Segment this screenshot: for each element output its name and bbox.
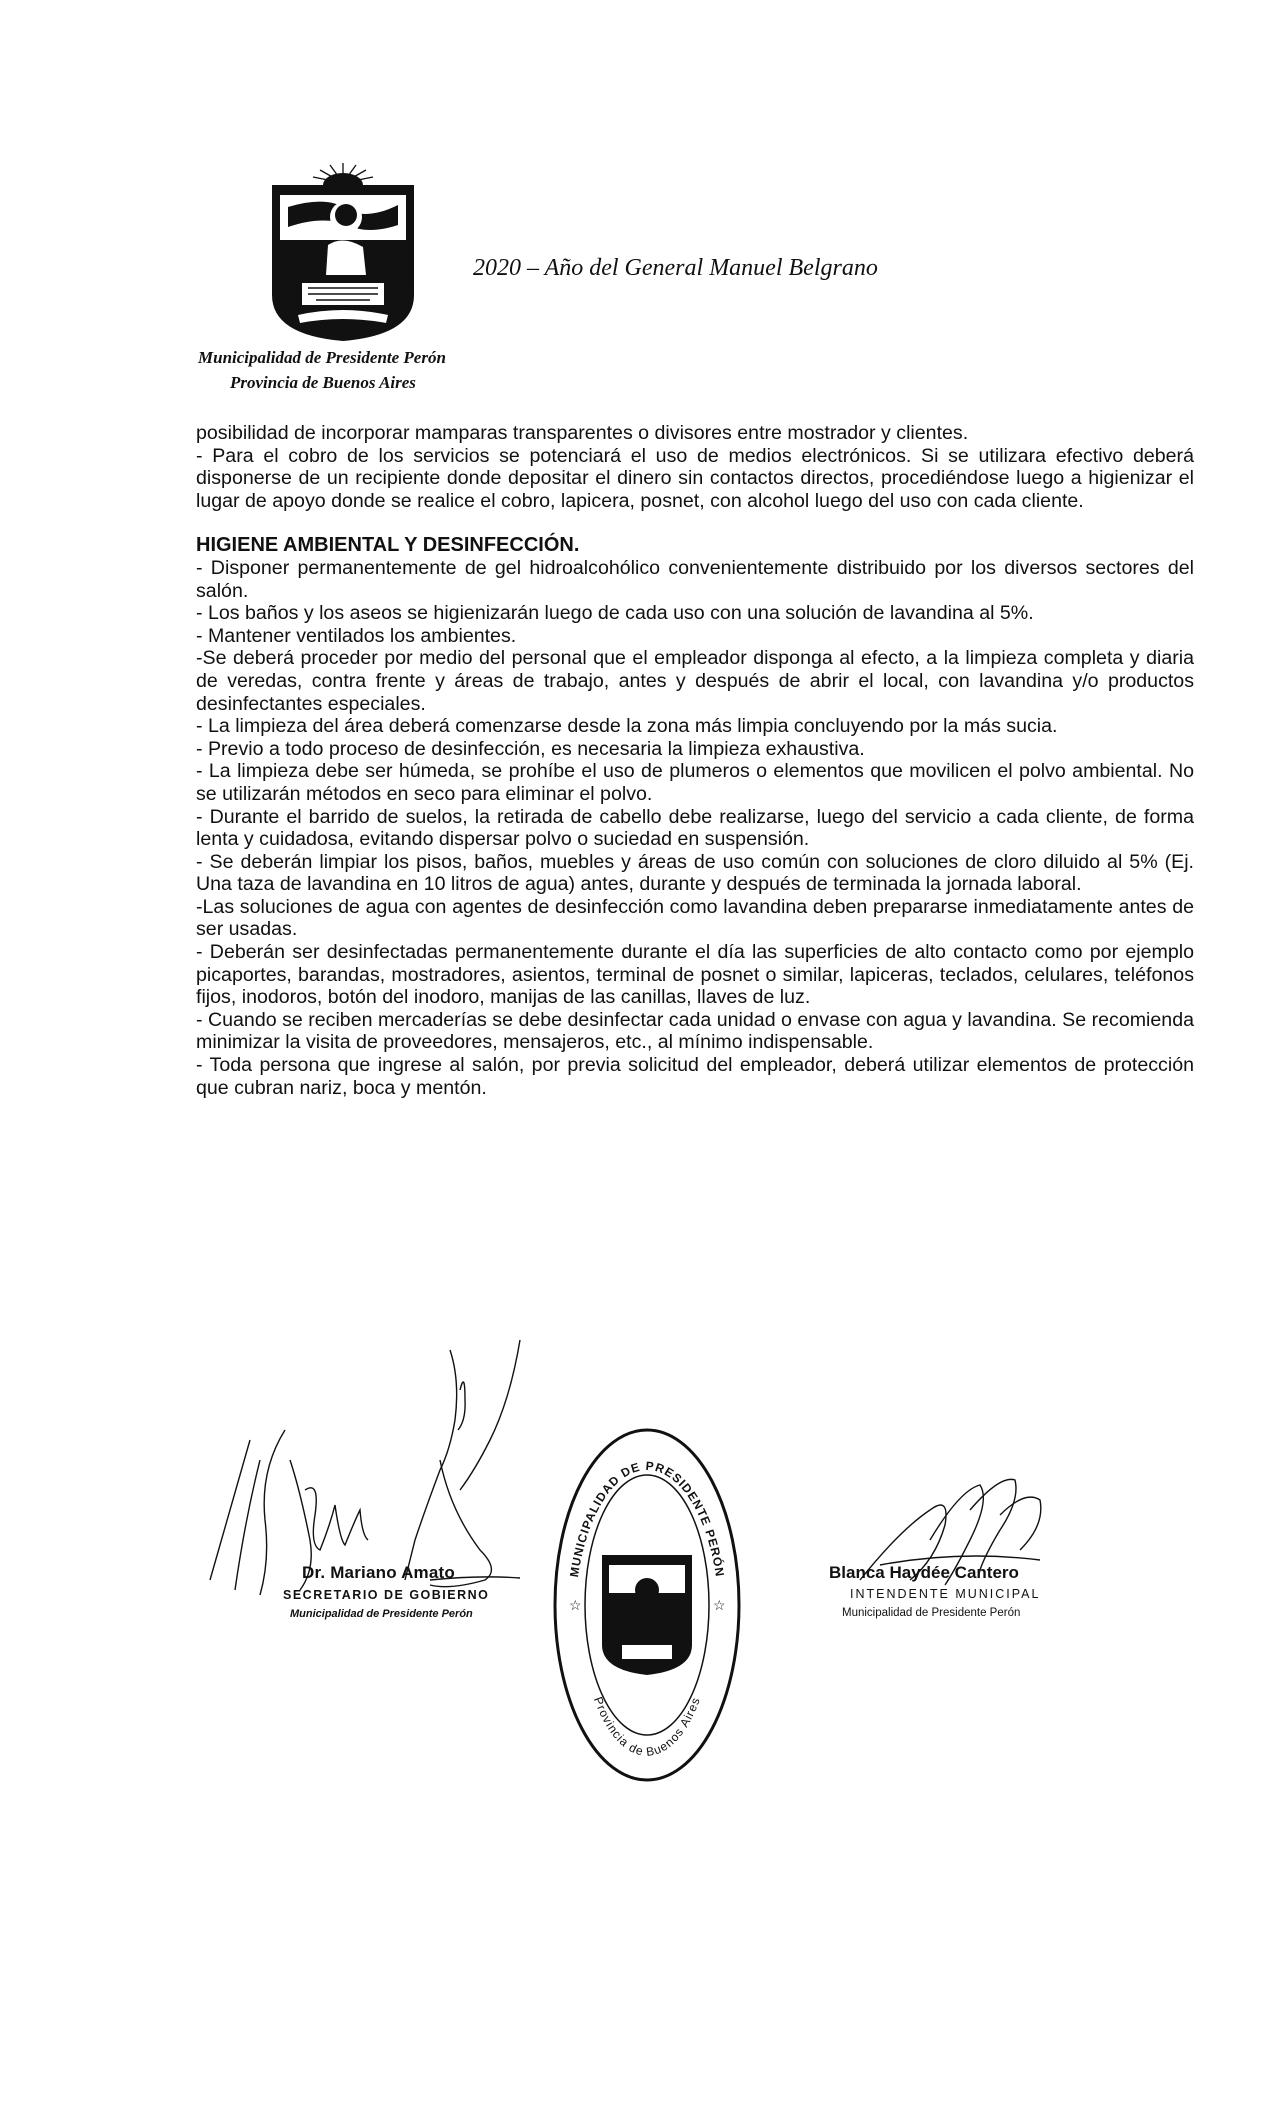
paragraph: - Para el cobro de los servicios se potenciará el uso de medios electrónicos. Si se utilizara efectivo deberá disponerse de un recipiente donde depositar el dinero sin contactos directos, procediéndose luego a higienizar el lugar de apoyo donde se realice el cobro, lapicera, posnet, con alcohol luego del uso con cada cliente.	[196, 444, 1194, 512]
document-body	[196, 422, 1194, 1099]
seal-ring-text-bottom: Provincia de Buenos Aires	[590, 1694, 703, 1760]
paragraph: - Toda persona que ingrese al salón, por previa solicitud del empleador, deberá utilizar elementos de protección que cubran nariz, boca y mentón.	[196, 1054, 1194, 1099]
paragraph: - Durante el barrido de suelos, la retirada de cabello debe realizarse, luego del servicio a cada cliente, de forma lenta y cuidadosa, evitando dispersar polvo o suciedad en suspensión.	[196, 805, 1194, 851]
signatory-left-organization: Municipalidad de Presidente Perón	[290, 1608, 473, 1620]
signatory-left-title: SECRETARIO DE GOBIERNO	[283, 1588, 490, 1602]
organization-province: Provincia de Buenos Aires	[230, 373, 416, 392]
paragraph: posibilidad de incorporar mamparas transparentes o divisores entre mostrador y clientes.	[196, 422, 969, 444]
paragraph: - Disponer permanentemente de gel hidroalcohólico convenientemente distribuido por los diversos sectores del salón.	[196, 556, 1194, 602]
signatory-right-title: INTENDENTE MUNICIPAL	[850, 1587, 1041, 1601]
year-motto: 2020 – Año del General Manuel Belgrano	[473, 255, 878, 281]
official-seal-stamp	[547, 1420, 747, 1790]
signatory-right-organization: Municipalidad de Presidente Perón	[842, 1607, 1021, 1619]
municipal-coat-of-arms-logo	[268, 155, 418, 345]
signatory-right-name: Blanca Haydée Cantero	[829, 1563, 1019, 1582]
paragraph: - Se deberán limpiar los pisos, baños, muebles y áreas de uso común con soluciones de cloro diluido al 5% (Ej. Una taza de lavandina en 10 litros de agua) antes, durante y después de terminada la jornada laboral.	[196, 850, 1194, 896]
paragraph: - Los baños y los aseos se higienizarán luego de cada uso con una solución de lavandina al 5%.	[196, 602, 1034, 625]
paragraph: -Se deberá proceder por medio del personal que el empleador disponga al efecto, a la limpieza completa y diaria de veredas, contra frente y áreas de trabajo, antes y después de abrir el local, con lavandina y/o productos desinfectantes especiales.	[196, 647, 1194, 715]
svg-text:☆: ☆	[569, 1597, 582, 1613]
paragraph: - Previo a todo proceso de desinfección, es necesaria la limpieza exhaustiva.	[196, 737, 865, 760]
organization-header	[198, 345, 446, 395]
organization-name: Municipalidad de Presidente Perón	[198, 348, 446, 367]
seal-ring-text-top: MUNICIPALIDAD DE PRESIDENTE PERÓN	[567, 1458, 727, 1579]
paragraph: - Mantener ventilados los ambientes.	[196, 624, 517, 647]
paragraph: - Deberán ser desinfectadas permanentemente durante el día las superficies de alto contacto como por ejemplo picaportes, barandas, mostradores, asientos, terminal de posnet o similar, lapiceras, teclados, celulares, teléfonos fijos, inodoros, botón del inodoro, manijas de las canillas, llaves de luz.	[196, 941, 1194, 1009]
svg-text:Provincia de Buenos Aires	[591, 1695, 703, 1759]
section-heading: HIGIENE AMBIENTAL Y DESINFECCIÓN.	[196, 534, 580, 557]
paragraph: - La limpieza debe ser húmeda, se prohíbe el uso de plumeros o elementos que movilicen el polvo ambiental. No se utilizarán métodos en seco para eliminar el polvo.	[196, 760, 1194, 805]
paragraph: -Las soluciones de agua con agentes de desinfección como lavandina deben prepararse inmediatamente antes de ser usadas.	[196, 895, 1194, 941]
paragraph: - Cuando se reciben mercaderías se debe desinfectar cada unidad o envase con agua y lavandina. Se recomienda minimizar la visita de proveedores, mensajeros, etc., al mínimo indispensable.	[196, 1008, 1194, 1054]
paragraph: - La limpieza del área deberá comenzarse desde la zona más limpia concluyendo por la más sucia.	[196, 715, 1058, 738]
signatory-left-name: Dr. Mariano Amato	[302, 1563, 455, 1582]
svg-text:☆: ☆	[713, 1597, 726, 1613]
